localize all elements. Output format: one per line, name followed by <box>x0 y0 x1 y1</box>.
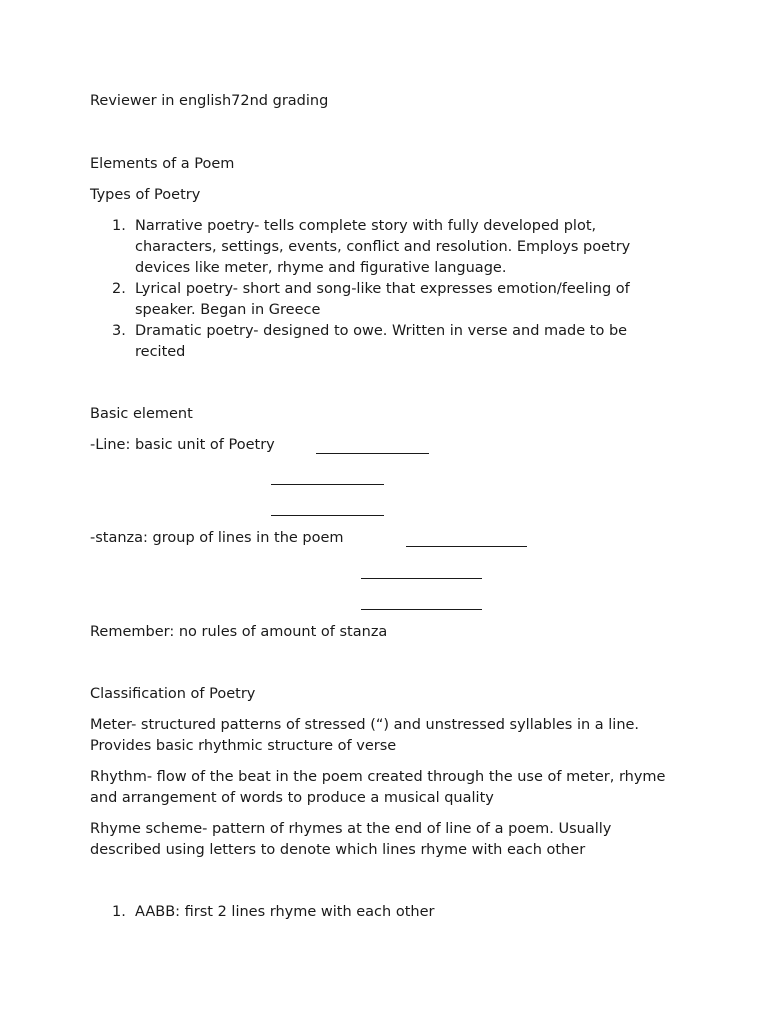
blank-line <box>361 578 482 579</box>
line-definition: -Line: basic unit of Poetry <box>90 437 275 453</box>
list-text: Dramatic poetry- designed to owe. Written in verse and made to be recited <box>135 323 628 360</box>
blank-line <box>271 515 384 516</box>
heading-types-of-poetry: Types of Poetry <box>90 187 201 203</box>
document-title: Reviewer in english72nd grading <box>90 93 329 109</box>
list-number: 1. <box>112 218 126 234</box>
rhythm-definition: Rhythm- flow of the beat in the poem created through the use of meter, rhyme and arrangement of words to produce a musical quality <box>90 769 666 806</box>
stanza-definition: -stanza: group of lines in the poem <box>90 530 344 546</box>
list-number: 1. <box>112 904 126 920</box>
list-number: 3. <box>112 323 126 339</box>
heading-basic-element: Basic element <box>90 406 193 422</box>
rhyme-scheme-definition: Rhyme scheme- pattern of rhymes at the end of line of a poem. Usually described using letters to denote which lines rhyme with each other <box>90 821 612 858</box>
list-text: AABB: first 2 lines rhyme with each other <box>135 904 435 920</box>
heading-classification: Classification of Poetry <box>90 686 256 702</box>
blank-line <box>361 609 482 610</box>
list-text: Lyrical poetry- short and song-like that expresses emotion/feeling of speaker. Began in Greece <box>135 281 630 318</box>
blank-line <box>406 546 527 547</box>
remember-note: Remember: no rules of amount of stanza <box>90 624 388 640</box>
list-number: 2. <box>112 281 126 297</box>
blank-line <box>316 453 429 454</box>
blank-line <box>271 484 384 485</box>
heading-elements-of-poem: Elements of a Poem <box>90 156 235 172</box>
list-text: Narrative poetry- tells complete story with fully developed plot, characters, settings, events, conflict and resolution. Employs poetry devices like meter, rhyme and figurative language. <box>135 218 631 276</box>
meter-definition: Meter- structured patterns of stressed (“) and unstressed syllables in a line. Provides basic rhythmic structure of verse <box>90 717 640 754</box>
